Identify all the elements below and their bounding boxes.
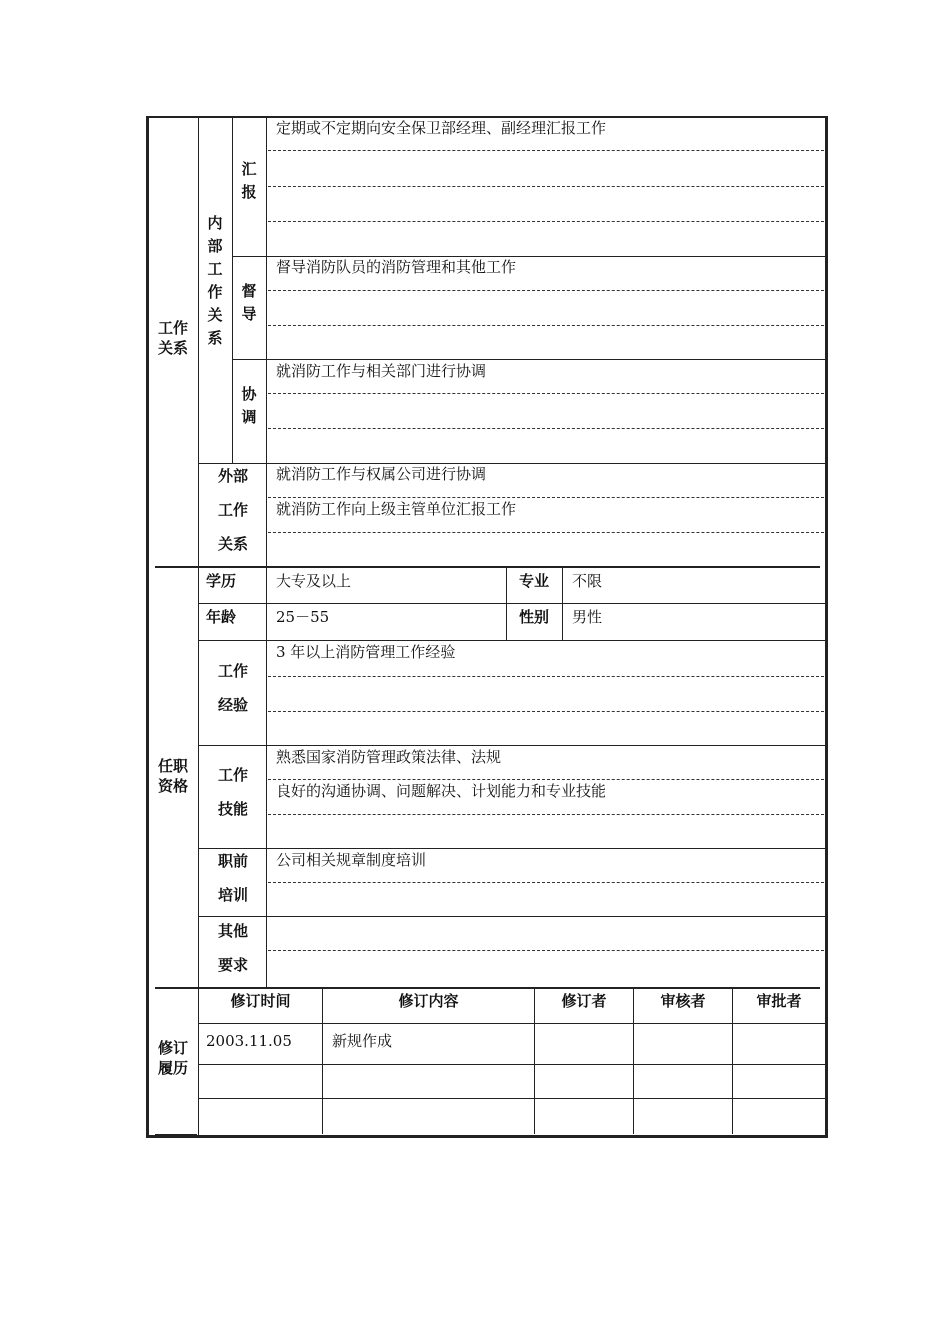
external-relations-label-3: 关系: [217, 535, 248, 553]
dashed-line: [268, 497, 824, 498]
experience-label-1: 工作: [217, 662, 248, 680]
internal-relations-label: 内部工作关系: [207, 214, 223, 347]
gender-label: 性别: [518, 608, 549, 626]
revision-history-label: 修订履历: [157, 1039, 188, 1077]
report-label: 汇报: [241, 160, 257, 201]
divider: [232, 118, 233, 463]
divider: [198, 1064, 825, 1065]
bottom-rule: [155, 1134, 197, 1136]
divider: [198, 1098, 825, 1099]
supervise-text: 督导消防队员的消防管理和其他工作: [276, 258, 517, 276]
dashed-line: [268, 779, 824, 780]
dashed-line: [268, 428, 824, 429]
external-text-1: 就消防工作与权属公司进行协调: [276, 465, 487, 483]
other-label-2: 要求: [217, 956, 248, 974]
age-value: 25－55: [276, 608, 330, 626]
education-value: 大专及以上: [276, 572, 352, 590]
divider: [198, 640, 825, 641]
divider: [198, 118, 199, 1136]
major-label: 专业: [518, 572, 549, 590]
dashed-line: [268, 221, 824, 222]
revision-row-1-date: 2003.11.05: [206, 1032, 292, 1050]
dashed-line: [268, 186, 824, 187]
qualifications-label: 任职资格: [157, 757, 188, 795]
dashed-line: [268, 290, 824, 291]
skills-value-2: 良好的沟通协调、问题解决、计划能力和专业技能: [276, 782, 607, 800]
age-label: 年龄: [206, 608, 237, 626]
revision-header-approver: 审批者: [756, 992, 802, 1010]
education-label: 学历: [206, 572, 237, 590]
section-divider: [155, 987, 820, 989]
divider: [198, 848, 825, 849]
divider: [266, 118, 267, 988]
external-relations-label-1: 外部: [217, 467, 248, 485]
divider: [198, 1023, 825, 1024]
external-text-2: 就消防工作向上级主管单位汇报工作: [276, 500, 517, 518]
experience-label-2: 经验: [217, 696, 248, 714]
supervise-label: 督导: [241, 282, 257, 323]
divider: [198, 603, 825, 604]
divider: [232, 359, 825, 360]
work-relations-label: 工作关系: [157, 319, 188, 357]
training-label-1: 职前: [217, 852, 248, 870]
dashed-line: [268, 882, 824, 883]
dashed-line: [268, 676, 824, 677]
experience-value: 3 年以上消防管理工作经验: [276, 643, 456, 661]
dashed-line: [268, 814, 824, 815]
revision-header-reviewer: 审核者: [660, 992, 706, 1010]
dashed-line: [268, 325, 824, 326]
revision-header-date: 修订时间: [230, 992, 291, 1010]
revision-header-reviser: 修订者: [561, 992, 607, 1010]
report-text: 定期或不定期向安全保卫部经理、副经理汇报工作: [276, 119, 607, 137]
other-label-1: 其他: [217, 922, 248, 940]
section-divider: [155, 566, 820, 568]
skills-value-1: 熟悉国家消防管理政策法律、法规: [276, 748, 502, 766]
dashed-line: [268, 950, 824, 951]
skills-label-1: 工作: [217, 766, 248, 784]
divider: [198, 916, 825, 917]
skills-label-2: 技能: [217, 800, 248, 818]
divider: [198, 745, 825, 746]
dashed-line: [268, 393, 824, 394]
coordinate-text: 就消防工作与相关部门进行协调: [276, 362, 487, 380]
training-value: 公司相关规章制度培训: [276, 851, 427, 869]
gender-value: 男性: [572, 608, 603, 626]
external-relations-label-2: 工作: [217, 501, 248, 519]
dashed-line: [268, 711, 824, 712]
training-label-2: 培训: [217, 886, 248, 904]
revision-header-content: 修订内容: [398, 992, 459, 1010]
coordinate-label: 协调: [241, 385, 257, 426]
revision-row-1-content: 新规作成: [332, 1032, 393, 1050]
major-value: 不限: [572, 572, 603, 590]
dashed-line: [268, 150, 824, 151]
dashed-line: [268, 532, 824, 533]
